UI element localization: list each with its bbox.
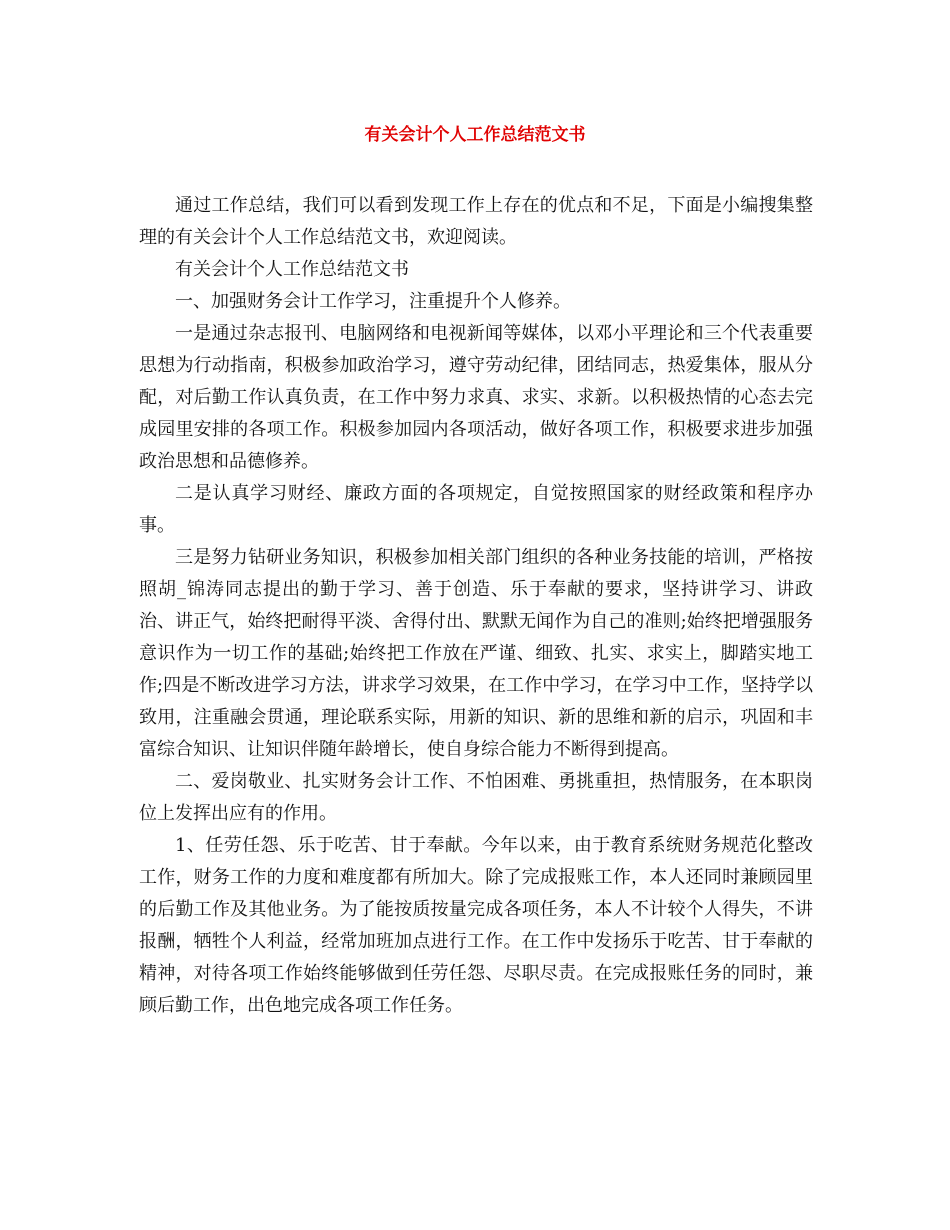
paragraph: 1、任劳任怨、乐于吃苦、甘于奉献。今年以来，由于教育系统财务规范化整改工作，财务工作的力度和难度都有所加大。除了完成报账工作，本人还同时兼顾园里的后勤工作及其他业务。为了能按质按量完成各项任务，本人不计较个人得失，不讲报酬，牺牲个人利益，经常加班加点进行工作。在工作中发扬乐于吃苦、甘于奉献的精神，对待各项工作始终能够做到任劳任怨、尽职尽责。在完成报账任务的同时，兼顾后勤工作，出色地完成各项工作任务。 bbox=[139, 835, 813, 1016]
section-heading-2: 二、爱岗敬业、扎实财务会计工作、不怕困难、勇挑重担，热情服务，在本职岗位上发挥出应有的作用。 bbox=[139, 771, 813, 824]
section-heading-1: 一、加强财务会计工作学习，注重提升个人修养。 bbox=[175, 291, 571, 312]
paragraph-intro: 通过工作总结，我们可以看到发现工作上存在的优点和不足，下面是小编搜集整理的有关会计个人工作总结范文书，欢迎阅读。 bbox=[139, 195, 813, 248]
paragraph: 三是努力钻研业务知识，积极参加相关部门组织的各种业务技能的培训，严格按照胡_锦涛同志提出的勤于学习、善于创造、乐于奉献的要求，坚持讲学习、讲政治、讲正气，始终把耐得平淡、舍得付出、默默无闻作为自己的准则;始终把增强服务意识作为一切工作的基础;始终把工作放在严谨、细致、扎实、求实上，脚踏实地工作;四是不断改进学习方法，讲求学习效果，在工作中学习，在学习中工作，坚持学以致用，注重融会贯通，理论联系实际，用新的知识、新的思维和新的启示，巩固和丰富综合知识、让知识伴随年龄增长，使自身综合能力不断得到提高。 bbox=[139, 547, 813, 760]
paragraph: 一是通过杂志报刊、电脑网络和电视新闻等媒体，以邓小平理论和三个代表重要思想为行动指南，积极参加政治学习，遵守劳动纪律，团结同志，热爱集体，服从分配，对后勤工作认真负责，在工作中努力求真、求实、求新。以积极热情的心态去完成园里安排的各项工作。积极参加园内各项活动，做好各项工作，积极要求进步加强政治思想和品德修养。 bbox=[139, 323, 813, 472]
document-body bbox=[139, 190, 813, 1022]
document-title: 有关会计个人工作总结范文书 bbox=[364, 125, 586, 145]
paragraph: 二是认真学习财经、廉政方面的各项规定，自觉按照国家的财经政策和程序办事。 bbox=[139, 483, 813, 536]
paragraph-subtitle: 有关会计个人工作总结范文书 bbox=[175, 259, 409, 280]
